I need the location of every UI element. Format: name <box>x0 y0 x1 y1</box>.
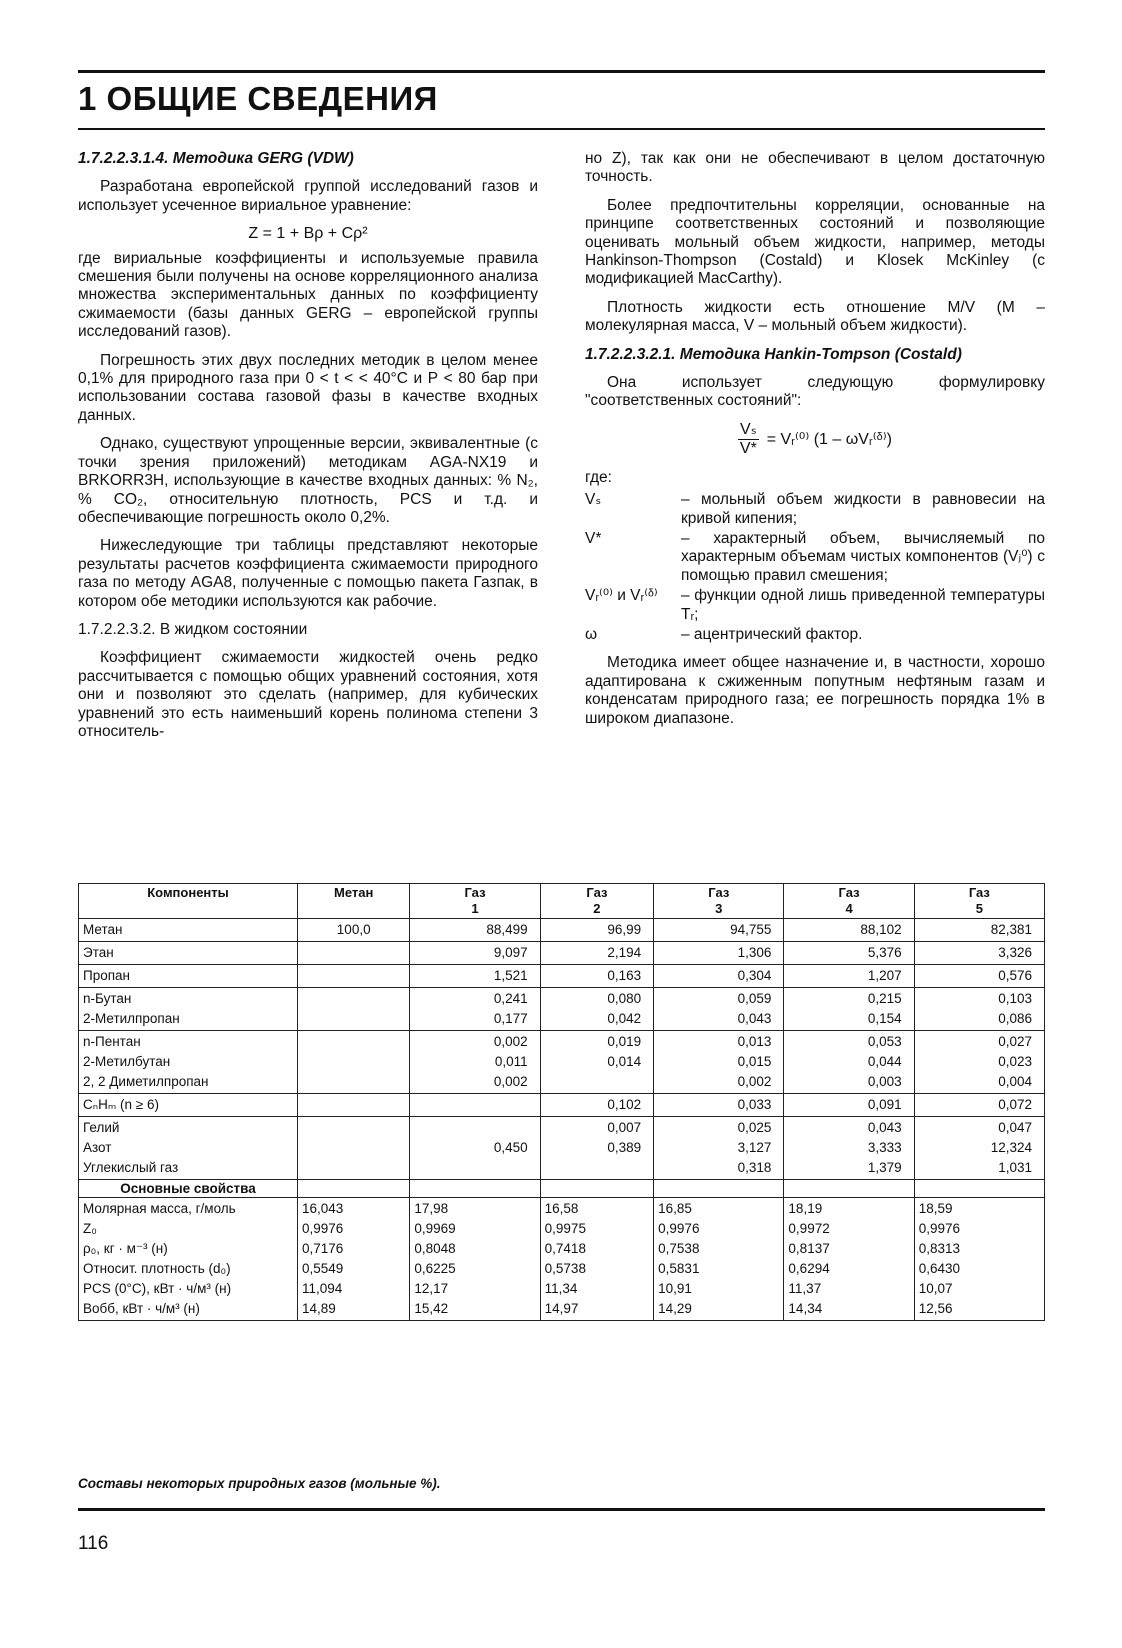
cell-line: n-Бутан <box>83 991 132 1006</box>
cell-line: 14,89 <box>302 1301 336 1316</box>
cell-line: 0,007 <box>607 1120 642 1135</box>
value-cell <box>784 1031 914 1094</box>
page-number: 116 <box>78 1533 109 1554</box>
cell-line <box>302 1072 405 1092</box>
section-heading-gerg: 1.7.2.2.3.1.4. Методика GERG (VDW) <box>78 150 354 167</box>
paragraph: Коэффициент сжимаемости жидкостей очень редко рассчитывается с помощью общих уравнений состояния, хотя они и позволяют это сделать (например, для кубических уравнений это есть наименьший корень полинома степени 3 относитель- <box>78 649 538 740</box>
left-column <box>78 150 538 751</box>
cell-line: 0,9976 <box>302 1221 344 1236</box>
cell-line: 0,042 <box>607 1011 642 1026</box>
footer-rule <box>78 1508 1045 1511</box>
cell-line: 0,7418 <box>544 1241 586 1256</box>
empty-cell <box>914 1180 1044 1198</box>
gas-composition-table <box>78 883 1045 1321</box>
cell-line: 88,499 <box>486 922 528 937</box>
paragraph: где вириальные коэффициенты и используемые правила смешения были получены на основе корреляционного анализа множества экспериментальных данных по коэффициенту сжимаемости (базы данных GERG – европейской группы исследований газов). <box>78 249 538 341</box>
cell-line: 16,58 <box>544 1201 579 1216</box>
table-header-row <box>79 884 1045 919</box>
paragraph: Нижеследующие три таблицы представляют некоторые результаты расчетов коэффициента сжимаемости природного газа по методу AGA8, полученные с помощью пакета Газпак, в котором обе методики используются как рабочие. <box>78 537 538 610</box>
cell-line <box>302 989 405 1009</box>
cell-line: 0,011 <box>494 1054 528 1069</box>
cell-line <box>302 1138 405 1158</box>
value-cell <box>914 1094 1044 1117</box>
cell-line: 0,6225 <box>414 1261 456 1276</box>
cell-line: 88,102 <box>860 922 902 937</box>
cell-line <box>302 1095 405 1115</box>
column-header: Метан <box>298 884 410 919</box>
value-cell <box>410 1117 540 1180</box>
cell-line: 3,326 <box>998 945 1032 960</box>
empty-cell <box>540 1180 654 1198</box>
value-cell <box>784 942 914 965</box>
cell-line <box>414 1158 527 1178</box>
cell-line: 1,031 <box>998 1160 1032 1175</box>
cell-line: 2, 2 Диметилпропан <box>83 1074 209 1089</box>
cell-line: 0,080 <box>607 991 642 1006</box>
cell-line: 0,7538 <box>658 1241 700 1256</box>
section-row <box>79 1180 1045 1198</box>
value-cell <box>914 1198 1044 1321</box>
value-cell <box>298 919 410 942</box>
column-header: Газ 1 <box>410 884 540 919</box>
cell-line: Относит. плотность (d₀) <box>83 1261 231 1276</box>
cell-line: 0,576 <box>998 968 1032 983</box>
cell-line: 0,043 <box>737 1011 772 1026</box>
cell-line: 18,19 <box>788 1201 823 1216</box>
section-title-cell: Основные свойства <box>79 1180 298 1198</box>
cell-line: Пропан <box>83 968 130 983</box>
column-header: Газ 3 <box>654 884 784 919</box>
cell-line: 0,5549 <box>302 1261 344 1276</box>
value-cell <box>540 965 654 988</box>
row-label-cell <box>79 1031 298 1094</box>
value-cell <box>410 919 540 942</box>
cell-line: 0,241 <box>493 991 528 1006</box>
costald-formula <box>585 421 1045 459</box>
cell-line <box>302 966 405 986</box>
cell-line: Метан <box>83 922 123 937</box>
cell-line: 0,003 <box>867 1074 902 1089</box>
cell-line <box>302 1052 405 1072</box>
cell-line <box>302 1009 405 1029</box>
cell-line: Молярная масса, г/моль <box>83 1201 236 1216</box>
cell-line: Гелий <box>83 1120 120 1135</box>
cell-line: Азот <box>83 1140 112 1155</box>
cell-line: 0,053 <box>867 1034 902 1049</box>
value-cell <box>540 1198 654 1321</box>
cell-line: 94,755 <box>730 922 772 937</box>
value-cell <box>784 1094 914 1117</box>
cell-line: 12,17 <box>414 1281 449 1296</box>
cell-line: n-Пентан <box>83 1034 141 1049</box>
cell-line: Z₀ <box>83 1221 97 1236</box>
value-cell <box>410 965 540 988</box>
definition-symbol: ω <box>585 625 598 643</box>
value-cell <box>540 919 654 942</box>
value-cell <box>914 965 1044 988</box>
cell-line: ρ₀, кг · м⁻³ (н) <box>83 1241 168 1256</box>
value-cell <box>784 1198 914 1321</box>
section-heading-liquid: 1.7.2.2.3.2. В жидком состоянии <box>78 620 308 638</box>
cell-line: 2-Метилпропан <box>83 1011 180 1026</box>
cell-line: 1,521 <box>493 968 528 983</box>
value-cell <box>654 1117 784 1180</box>
value-cell <box>410 942 540 965</box>
value-cell <box>784 919 914 942</box>
cell-line: 0,6294 <box>788 1261 830 1276</box>
cell-line <box>302 1158 405 1178</box>
definition-symbol: Vₛ <box>585 491 602 509</box>
cell-line: 0,9976 <box>918 1221 960 1236</box>
cell-line: 0,5738 <box>544 1261 586 1276</box>
cell-line: 5,376 <box>867 945 902 960</box>
value-cell <box>540 942 654 965</box>
cell-line: 18,59 <box>918 1201 953 1216</box>
cell-line: 0,072 <box>998 1097 1032 1112</box>
empty-cell <box>298 1180 410 1198</box>
value-cell <box>540 1094 654 1117</box>
cell-line <box>545 1072 642 1092</box>
header-rule <box>78 128 1045 130</box>
cell-line: 17,98 <box>414 1201 449 1216</box>
cell-line: 11,34 <box>544 1281 578 1296</box>
column-header: Компоненты <box>79 884 298 919</box>
cell-line: 0,103 <box>998 991 1032 1006</box>
cell-line: 0,154 <box>867 1011 902 1026</box>
value-cell <box>914 1117 1044 1180</box>
right-column <box>585 150 1045 738</box>
cell-line: 0,8048 <box>414 1241 456 1256</box>
cell-line: 0,014 <box>607 1054 642 1069</box>
value-cell <box>298 942 410 965</box>
paragraph: Она использует следующую формулировку "соответственных состояний": <box>585 374 1045 410</box>
cell-line: Этан <box>83 945 114 960</box>
definition-text: – функции одной лишь приведенной температуры Tᵣ; <box>681 587 1045 623</box>
cell-line: 0,318 <box>737 1160 772 1175</box>
value-cell <box>654 919 784 942</box>
value-cell <box>654 1198 784 1321</box>
cell-line: 9,097 <box>493 945 528 960</box>
cell-line: 11,094 <box>302 1281 343 1296</box>
cell-line: 0,002 <box>737 1074 772 1089</box>
cell-line <box>545 1158 642 1178</box>
cell-line: 12,56 <box>918 1301 953 1316</box>
formula-fraction <box>738 421 759 459</box>
value-cell <box>298 965 410 988</box>
cell-line: 82,381 <box>990 922 1032 937</box>
cell-line: 0,059 <box>737 991 772 1006</box>
definition-item <box>585 587 1045 624</box>
definition-symbol: V* <box>585 529 602 547</box>
paragraph: Методика имеет общее назначение и, в частности, хорошо адаптирована к сжиженным попутным нефтяным газам и конденсатам природного газа; ее погрешность порядка 1% в широком диапазоне. <box>585 654 1045 727</box>
definition-text: – ацентрический фактор. <box>681 625 863 643</box>
cell-line: 96,99 <box>607 922 642 937</box>
cell-line: 14,29 <box>658 1301 692 1316</box>
row-label-cell <box>79 1117 298 1180</box>
value-cell <box>654 1094 784 1117</box>
paragraph: Разработана европейской группой исследований газов и использует усеченное вириальное уравнение: <box>78 178 538 214</box>
cell-line: 1,306 <box>737 945 772 960</box>
definition-text: – характерный объем, вычисляемый по характерным объемам чистых компонентов (Vⱼ⁰) с помощью правил смешения; <box>681 529 1045 584</box>
definition-symbol: Vᵣ⁽⁰⁾ и Vᵣ⁽ᵟ⁾ <box>585 587 658 605</box>
definitions-list <box>585 491 1045 644</box>
formula-numerator: Vₛ <box>738 421 759 440</box>
cell-line: 0,215 <box>867 991 902 1006</box>
formula-rhs: = Vᵣ⁽⁰⁾ (1 – ωVᵣ⁽ᵟ⁾) <box>766 430 892 448</box>
table-caption: Составы некоторых природных газов (мольные %). <box>78 1476 441 1491</box>
cell-line: 0,027 <box>998 1034 1032 1049</box>
cell-line: 0,450 <box>493 1140 528 1155</box>
value-cell <box>784 1117 914 1180</box>
value-cell <box>540 988 654 1031</box>
row-label-cell <box>79 965 298 988</box>
virial-formula: Z = 1 + Bρ + Cρ² <box>248 225 368 243</box>
cell-line: 14,97 <box>544 1301 579 1316</box>
cell-line: 0,015 <box>737 1054 772 1069</box>
paragraph: Плотность жидкости есть отношение M/V (M – молекулярная масса, V – мольный объем жидкости). <box>585 298 1045 335</box>
value-cell <box>914 919 1044 942</box>
cell-line: 0,5831 <box>658 1261 700 1276</box>
cell-line: 0,177 <box>493 1011 528 1026</box>
chapter-title: 1 ОБЩИЕ СВЕДЕНИЯ <box>78 80 438 117</box>
value-cell <box>914 942 1044 965</box>
cell-line: 0,047 <box>998 1120 1032 1135</box>
cell-line: 0,9976 <box>658 1221 700 1236</box>
table-row <box>79 1031 1045 1094</box>
cell-line: 0,013 <box>737 1034 772 1049</box>
cell-line: 0,304 <box>737 968 772 983</box>
cell-line: 0,091 <box>867 1097 902 1112</box>
value-cell <box>410 1198 540 1321</box>
cell-line: 2-Метилбутан <box>83 1054 171 1069</box>
where-label: где: <box>585 468 612 486</box>
table-row <box>79 1094 1045 1117</box>
cell-line: PCS (0°C), кВт · ч/м³ (н) <box>83 1281 232 1296</box>
cell-line <box>302 943 405 963</box>
value-cell <box>540 1117 654 1180</box>
cell-line: 16,85 <box>658 1201 692 1216</box>
cell-line: 0,043 <box>867 1120 902 1135</box>
cell-line: 12,324 <box>990 1140 1032 1155</box>
column-header: Газ 5 <box>914 884 1044 919</box>
cell-line: 15,42 <box>414 1301 449 1316</box>
section-heading-costald: 1.7.2.2.3.2.1. Методика Hankin-Tompson (Costald) <box>585 345 962 363</box>
row-label-cell <box>79 1094 298 1117</box>
row-label-cell <box>79 942 298 965</box>
cell-line: 16,043 <box>302 1201 344 1216</box>
value-cell <box>298 1094 410 1117</box>
column-header: Газ 2 <box>540 884 654 919</box>
empty-cell <box>410 1180 540 1198</box>
value-cell <box>410 1094 540 1117</box>
cell-line: 0,019 <box>607 1034 642 1049</box>
definition-item <box>585 491 1045 528</box>
value-cell <box>410 1031 540 1094</box>
column-header: Газ 4 <box>784 884 914 919</box>
cell-line: 3,333 <box>867 1140 902 1155</box>
table-row <box>79 988 1045 1031</box>
cell-line: 100,0 <box>336 922 371 937</box>
cell-line: 0,7176 <box>302 1241 344 1256</box>
cell-line <box>302 1118 405 1138</box>
value-cell <box>784 988 914 1031</box>
value-cell <box>298 1031 410 1094</box>
cell-line: 0,163 <box>607 968 642 983</box>
paragraph: Однако, существуют упрощенные версии, эквивалентные (с точки зрения приложений) методикам AGA-NX19 и BRKORR3H, использующие в качестве входных данных: % N₂, % CO₂, относительную плотность, PCS и т.д. и обеспечивающие погрешность около 0,2%. <box>78 435 538 526</box>
value-cell <box>784 965 914 988</box>
table-row <box>79 1198 1045 1321</box>
paragraph: но Z), так как они не обеспечивают в целом достаточную точность. <box>585 150 1045 186</box>
cell-line: 0,044 <box>867 1054 902 1069</box>
cell-line <box>414 1118 527 1138</box>
cell-line: 0,9975 <box>544 1221 586 1236</box>
cell-line: 0,002 <box>493 1074 528 1089</box>
cell-line: 3,127 <box>737 1140 772 1155</box>
empty-cell <box>784 1180 914 1198</box>
value-cell <box>654 988 784 1031</box>
cell-line <box>414 1095 527 1115</box>
definition-item <box>585 530 1045 585</box>
value-cell <box>914 988 1044 1031</box>
cell-line: 2,194 <box>607 945 642 960</box>
formula-denominator: V* <box>739 440 757 458</box>
value-cell <box>410 988 540 1031</box>
cell-line: 0,025 <box>737 1120 772 1135</box>
cell-line: 14,34 <box>788 1301 823 1316</box>
cell-line: 0,102 <box>607 1097 642 1112</box>
top-rule <box>78 70 1045 73</box>
cell-line: 0,389 <box>607 1140 642 1155</box>
table-row <box>79 1117 1045 1180</box>
value-cell <box>298 1198 410 1321</box>
table-body <box>79 919 1045 1321</box>
cell-line: 0,8137 <box>788 1241 830 1256</box>
cell-line: 0,033 <box>737 1097 772 1112</box>
cell-line: 11,37 <box>788 1281 822 1296</box>
table-row <box>79 965 1045 988</box>
cell-line: 0,9969 <box>414 1221 456 1236</box>
row-label-cell <box>79 919 298 942</box>
cell-line: 10,07 <box>918 1281 953 1296</box>
paragraph: Погрешность этих двух последних методик в целом менее 0,1% для природного газа при 0 < t < < 40°С и Р < 80 бар при использовании состава газовой фазы в качестве входных данных. <box>78 351 538 424</box>
value-cell <box>654 965 784 988</box>
value-cell <box>298 988 410 1031</box>
cell-line <box>302 1032 405 1052</box>
cell-line: CₙHₘ (n ≥ 6) <box>83 1097 159 1112</box>
value-cell <box>654 942 784 965</box>
table-row <box>79 919 1045 942</box>
cell-line: 0,9972 <box>788 1221 830 1236</box>
cell-line: 0,023 <box>998 1054 1032 1069</box>
cell-line: 0,8313 <box>918 1241 960 1256</box>
paragraph: Более предпочтительны корреляции, основанные на принципе соответственных состояний и позволяющие оценивать мольный объем жидкости, например, методы Hankinson-Thompson (Costald) и Klosek McKinley (с модификацией MacCarthy). <box>585 196 1045 288</box>
definition-text: – мольный объем жидкости в равновесии на кривой кипения; <box>681 491 1045 527</box>
value-cell <box>298 1117 410 1180</box>
cell-line: 1,207 <box>867 968 902 983</box>
cell-line: 0,002 <box>493 1034 528 1049</box>
cell-line: 0,6430 <box>918 1261 960 1276</box>
gas-composition-table-wrap <box>78 883 1045 1321</box>
row-label-cell <box>79 1198 298 1321</box>
cell-line: 1,379 <box>867 1160 902 1175</box>
empty-cell <box>654 1180 784 1198</box>
cell-line: 0,086 <box>998 1011 1032 1026</box>
definition-item <box>585 626 1045 644</box>
cell-line: Вобб, кВт · ч/м³ (н) <box>83 1301 200 1316</box>
row-label-cell <box>79 988 298 1031</box>
value-cell <box>654 1031 784 1094</box>
cell-line: Углекислый газ <box>83 1160 179 1175</box>
table-row <box>79 942 1045 965</box>
value-cell <box>914 1031 1044 1094</box>
cell-line: 10,91 <box>658 1281 692 1296</box>
cell-line: 0,004 <box>998 1074 1032 1089</box>
value-cell <box>540 1031 654 1094</box>
